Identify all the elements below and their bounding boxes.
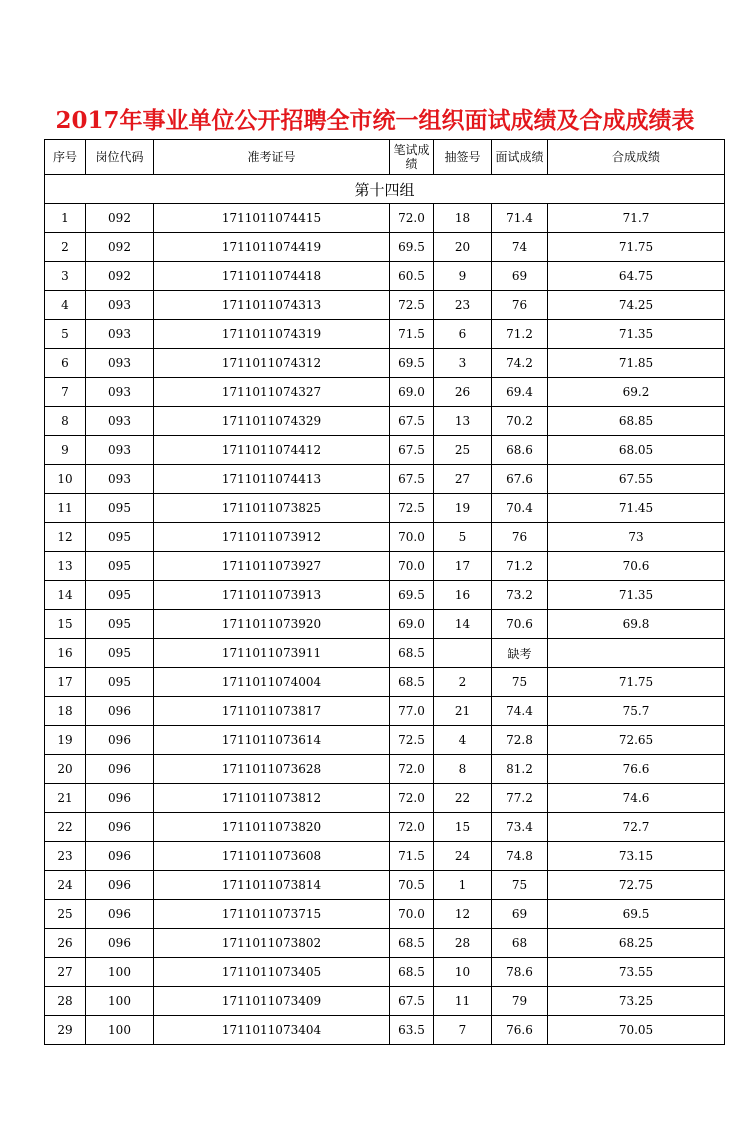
cell-interview: 71.2 — [492, 552, 548, 581]
cell-draw: 14 — [434, 610, 492, 639]
table-row — [45, 494, 725, 523]
cell-combined — [548, 639, 725, 668]
cell-seq: 8 — [45, 407, 86, 436]
cell-post-code: 092 — [86, 262, 154, 291]
group-row — [45, 175, 725, 204]
cell-post-code: 095 — [86, 523, 154, 552]
table-row — [45, 407, 725, 436]
table-row — [45, 291, 725, 320]
cell-post-code: 095 — [86, 639, 154, 668]
cell-seq: 1 — [45, 204, 86, 233]
table-row — [45, 465, 725, 494]
table-row — [45, 378, 725, 407]
table-row — [45, 929, 725, 958]
cell-post-code: 092 — [86, 204, 154, 233]
cell-post-code: 100 — [86, 958, 154, 987]
cell-written: 71.5 — [390, 842, 434, 871]
table-row — [45, 755, 725, 784]
cell-combined: 70.05 — [548, 1016, 725, 1045]
cell-draw — [434, 639, 492, 668]
cell-written: 68.5 — [390, 958, 434, 987]
cell-ticket: 1711011074312 — [154, 349, 390, 378]
cell-ticket: 1711011073405 — [154, 958, 390, 987]
cell-interview: 68.6 — [492, 436, 548, 465]
cell-written: 72.5 — [390, 726, 434, 755]
cell-seq: 5 — [45, 320, 86, 349]
table-row — [45, 900, 725, 929]
cell-combined: 69.5 — [548, 900, 725, 929]
cell-draw: 20 — [434, 233, 492, 262]
cell-ticket: 1711011074004 — [154, 668, 390, 697]
cell-post-code: 095 — [86, 610, 154, 639]
cell-ticket: 1711011073715 — [154, 900, 390, 929]
cell-seq: 18 — [45, 697, 86, 726]
cell-draw: 16 — [434, 581, 492, 610]
cell-seq: 27 — [45, 958, 86, 987]
cell-written: 69.0 — [390, 610, 434, 639]
cell-combined: 71.35 — [548, 320, 725, 349]
cell-interview: 68 — [492, 929, 548, 958]
cell-interview: 缺考 — [492, 639, 548, 668]
header-interview: 面试成绩 — [492, 140, 548, 175]
cell-combined: 73.25 — [548, 987, 725, 1016]
cell-written: 72.0 — [390, 755, 434, 784]
cell-post-code: 095 — [86, 552, 154, 581]
cell-interview: 77.2 — [492, 784, 548, 813]
table-row — [45, 233, 725, 262]
cell-post-code: 096 — [86, 871, 154, 900]
cell-combined: 71.85 — [548, 349, 725, 378]
cell-post-code: 096 — [86, 726, 154, 755]
header-row — [45, 140, 725, 175]
cell-interview: 74.8 — [492, 842, 548, 871]
cell-seq: 9 — [45, 436, 86, 465]
header-post-code: 岗位代码 — [86, 140, 154, 175]
cell-post-code: 096 — [86, 697, 154, 726]
cell-interview: 76 — [492, 523, 548, 552]
cell-seq: 10 — [45, 465, 86, 494]
cell-post-code: 096 — [86, 900, 154, 929]
table-row — [45, 987, 725, 1016]
cell-combined: 72.75 — [548, 871, 725, 900]
cell-draw: 15 — [434, 813, 492, 842]
cell-interview: 70.6 — [492, 610, 548, 639]
cell-draw: 28 — [434, 929, 492, 958]
cell-ticket: 1711011074319 — [154, 320, 390, 349]
cell-seq: 12 — [45, 523, 86, 552]
cell-interview: 74 — [492, 233, 548, 262]
table-row — [45, 581, 725, 610]
cell-post-code: 095 — [86, 494, 154, 523]
cell-interview: 70.2 — [492, 407, 548, 436]
cell-combined: 68.25 — [548, 929, 725, 958]
cell-combined: 71.75 — [548, 668, 725, 697]
cell-draw: 8 — [434, 755, 492, 784]
table-row — [45, 871, 725, 900]
cell-seq: 20 — [45, 755, 86, 784]
cell-post-code: 093 — [86, 378, 154, 407]
cell-interview: 74.4 — [492, 697, 548, 726]
cell-written: 70.0 — [390, 523, 434, 552]
table-row — [45, 726, 725, 755]
header-written: 笔试成绩 — [390, 140, 434, 175]
cell-post-code: 095 — [86, 668, 154, 697]
cell-interview: 67.6 — [492, 465, 548, 494]
table-row — [45, 320, 725, 349]
cell-interview: 69 — [492, 900, 548, 929]
cell-seq: 23 — [45, 842, 86, 871]
cell-written: 63.5 — [390, 1016, 434, 1045]
cell-combined: 73 — [548, 523, 725, 552]
cell-written: 70.0 — [390, 900, 434, 929]
cell-ticket: 1711011074413 — [154, 465, 390, 494]
cell-interview: 69.4 — [492, 378, 548, 407]
cell-seq: 13 — [45, 552, 86, 581]
cell-interview: 75 — [492, 871, 548, 900]
cell-seq: 16 — [45, 639, 86, 668]
cell-interview: 79 — [492, 987, 548, 1016]
table-row — [45, 436, 725, 465]
table-row — [45, 204, 725, 233]
cell-seq: 19 — [45, 726, 86, 755]
cell-ticket: 1711011073825 — [154, 494, 390, 523]
cell-written: 72.0 — [390, 784, 434, 813]
cell-interview: 72.8 — [492, 726, 548, 755]
cell-ticket: 1711011073911 — [154, 639, 390, 668]
cell-written: 68.5 — [390, 929, 434, 958]
cell-seq: 29 — [45, 1016, 86, 1045]
cell-draw: 9 — [434, 262, 492, 291]
cell-seq: 4 — [45, 291, 86, 320]
cell-post-code: 093 — [86, 407, 154, 436]
cell-combined: 73.55 — [548, 958, 725, 987]
cell-seq: 26 — [45, 929, 86, 958]
cell-draw: 12 — [434, 900, 492, 929]
cell-draw: 22 — [434, 784, 492, 813]
table-row — [45, 842, 725, 871]
cell-post-code: 092 — [86, 233, 154, 262]
cell-ticket: 1711011073814 — [154, 871, 390, 900]
cell-seq: 11 — [45, 494, 86, 523]
table-row — [45, 784, 725, 813]
header-draw: 抽签号 — [434, 140, 492, 175]
cell-combined: 71.45 — [548, 494, 725, 523]
cell-post-code: 096 — [86, 755, 154, 784]
cell-post-code: 100 — [86, 1016, 154, 1045]
cell-ticket: 1711011073628 — [154, 755, 390, 784]
cell-combined: 71.75 — [548, 233, 725, 262]
cell-combined: 74.6 — [548, 784, 725, 813]
cell-seq: 2 — [45, 233, 86, 262]
cell-combined: 75.7 — [548, 697, 725, 726]
cell-seq: 25 — [45, 900, 86, 929]
cell-written: 69.5 — [390, 349, 434, 378]
table-row — [45, 523, 725, 552]
cell-written: 77.0 — [390, 697, 434, 726]
cell-interview: 78.6 — [492, 958, 548, 987]
cell-ticket: 1711011074313 — [154, 291, 390, 320]
cell-draw: 5 — [434, 523, 492, 552]
cell-seq: 22 — [45, 813, 86, 842]
cell-draw: 2 — [434, 668, 492, 697]
cell-interview: 76 — [492, 291, 548, 320]
cell-ticket: 1711011074329 — [154, 407, 390, 436]
cell-seq: 7 — [45, 378, 86, 407]
cell-post-code: 100 — [86, 987, 154, 1016]
cell-combined: 71.7 — [548, 204, 725, 233]
header-ticket: 准考证号 — [154, 140, 390, 175]
cell-written: 67.5 — [390, 407, 434, 436]
cell-interview: 73.2 — [492, 581, 548, 610]
cell-ticket: 1711011074412 — [154, 436, 390, 465]
cell-combined: 69.8 — [548, 610, 725, 639]
group-label: 第十四组 — [45, 175, 725, 204]
table-row — [45, 349, 725, 378]
cell-combined: 70.6 — [548, 552, 725, 581]
table-row — [45, 610, 725, 639]
cell-draw: 1 — [434, 871, 492, 900]
cell-seq: 14 — [45, 581, 86, 610]
cell-interview: 71.2 — [492, 320, 548, 349]
cell-post-code: 093 — [86, 291, 154, 320]
cell-post-code: 095 — [86, 581, 154, 610]
cell-combined: 72.65 — [548, 726, 725, 755]
cell-interview: 81.2 — [492, 755, 548, 784]
cell-interview: 73.4 — [492, 813, 548, 842]
cell-ticket: 1711011073404 — [154, 1016, 390, 1045]
cell-draw: 25 — [434, 436, 492, 465]
cell-draw: 27 — [434, 465, 492, 494]
cell-ticket: 1711011073614 — [154, 726, 390, 755]
table-row — [45, 262, 725, 291]
cell-written: 71.5 — [390, 320, 434, 349]
cell-ticket: 1711011073817 — [154, 697, 390, 726]
cell-draw: 7 — [434, 1016, 492, 1045]
cell-written: 68.5 — [390, 639, 434, 668]
cell-draw: 6 — [434, 320, 492, 349]
table-row — [45, 697, 725, 726]
cell-interview: 74.2 — [492, 349, 548, 378]
cell-draw: 17 — [434, 552, 492, 581]
cell-post-code: 093 — [86, 436, 154, 465]
cell-ticket: 1711011073820 — [154, 813, 390, 842]
cell-post-code: 093 — [86, 349, 154, 378]
cell-ticket: 1711011074327 — [154, 378, 390, 407]
cell-written: 69.0 — [390, 378, 434, 407]
cell-combined: 72.7 — [548, 813, 725, 842]
cell-ticket: 1711011074415 — [154, 204, 390, 233]
cell-draw: 23 — [434, 291, 492, 320]
cell-combined: 69.2 — [548, 378, 725, 407]
cell-seq: 24 — [45, 871, 86, 900]
cell-post-code: 096 — [86, 784, 154, 813]
table-row — [45, 1016, 725, 1045]
cell-written: 70.5 — [390, 871, 434, 900]
score-table — [44, 139, 725, 1045]
cell-combined: 68.85 — [548, 407, 725, 436]
cell-combined: 76.6 — [548, 755, 725, 784]
header-combined: 合成成绩 — [548, 140, 725, 175]
cell-draw: 26 — [434, 378, 492, 407]
cell-written: 72.5 — [390, 494, 434, 523]
cell-written: 67.5 — [390, 436, 434, 465]
table-row — [45, 813, 725, 842]
cell-written: 72.5 — [390, 291, 434, 320]
cell-draw: 19 — [434, 494, 492, 523]
cell-combined: 73.15 — [548, 842, 725, 871]
cell-draw: 21 — [434, 697, 492, 726]
cell-written: 69.5 — [390, 581, 434, 610]
cell-written: 67.5 — [390, 987, 434, 1016]
cell-written: 60.5 — [390, 262, 434, 291]
cell-interview: 71.4 — [492, 204, 548, 233]
cell-combined: 71.35 — [548, 581, 725, 610]
cell-post-code: 093 — [86, 465, 154, 494]
cell-written: 70.0 — [390, 552, 434, 581]
cell-post-code: 096 — [86, 813, 154, 842]
cell-written: 68.5 — [390, 668, 434, 697]
cell-ticket: 1711011074418 — [154, 262, 390, 291]
cell-interview: 70.4 — [492, 494, 548, 523]
cell-draw: 11 — [434, 987, 492, 1016]
cell-interview: 69 — [492, 262, 548, 291]
cell-ticket: 1711011073913 — [154, 581, 390, 610]
cell-draw: 10 — [434, 958, 492, 987]
cell-seq: 28 — [45, 987, 86, 1016]
table-body — [45, 175, 725, 1045]
cell-ticket: 1711011073608 — [154, 842, 390, 871]
cell-combined: 67.55 — [548, 465, 725, 494]
cell-ticket: 1711011073812 — [154, 784, 390, 813]
cell-draw: 18 — [434, 204, 492, 233]
cell-interview: 75 — [492, 668, 548, 697]
cell-seq: 15 — [45, 610, 86, 639]
header-seq: 序号 — [45, 140, 86, 175]
cell-ticket: 1711011073912 — [154, 523, 390, 552]
cell-combined: 74.25 — [548, 291, 725, 320]
table-row — [45, 668, 725, 697]
cell-post-code: 096 — [86, 929, 154, 958]
cell-draw: 13 — [434, 407, 492, 436]
cell-ticket: 1711011073802 — [154, 929, 390, 958]
cell-combined: 68.05 — [548, 436, 725, 465]
cell-post-code: 096 — [86, 842, 154, 871]
cell-seq: 6 — [45, 349, 86, 378]
page-title: 2017年事业单位公开招聘全市统一组织面试成绩及合成成绩表 — [55, 107, 695, 134]
cell-seq: 3 — [45, 262, 86, 291]
cell-draw: 3 — [434, 349, 492, 378]
cell-written: 69.5 — [390, 233, 434, 262]
table-row — [45, 552, 725, 581]
cell-ticket: 1711011073409 — [154, 987, 390, 1016]
cell-ticket: 1711011073927 — [154, 552, 390, 581]
cell-post-code: 093 — [86, 320, 154, 349]
table-row — [45, 958, 725, 987]
cell-combined: 64.75 — [548, 262, 725, 291]
cell-ticket: 1711011073920 — [154, 610, 390, 639]
cell-written: 67.5 — [390, 465, 434, 494]
cell-written: 72.0 — [390, 204, 434, 233]
cell-written: 72.0 — [390, 813, 434, 842]
cell-ticket: 1711011074419 — [154, 233, 390, 262]
cell-interview: 76.6 — [492, 1016, 548, 1045]
cell-seq: 17 — [45, 668, 86, 697]
cell-draw: 24 — [434, 842, 492, 871]
cell-draw: 4 — [434, 726, 492, 755]
table-row — [45, 639, 725, 668]
cell-seq: 21 — [45, 784, 86, 813]
